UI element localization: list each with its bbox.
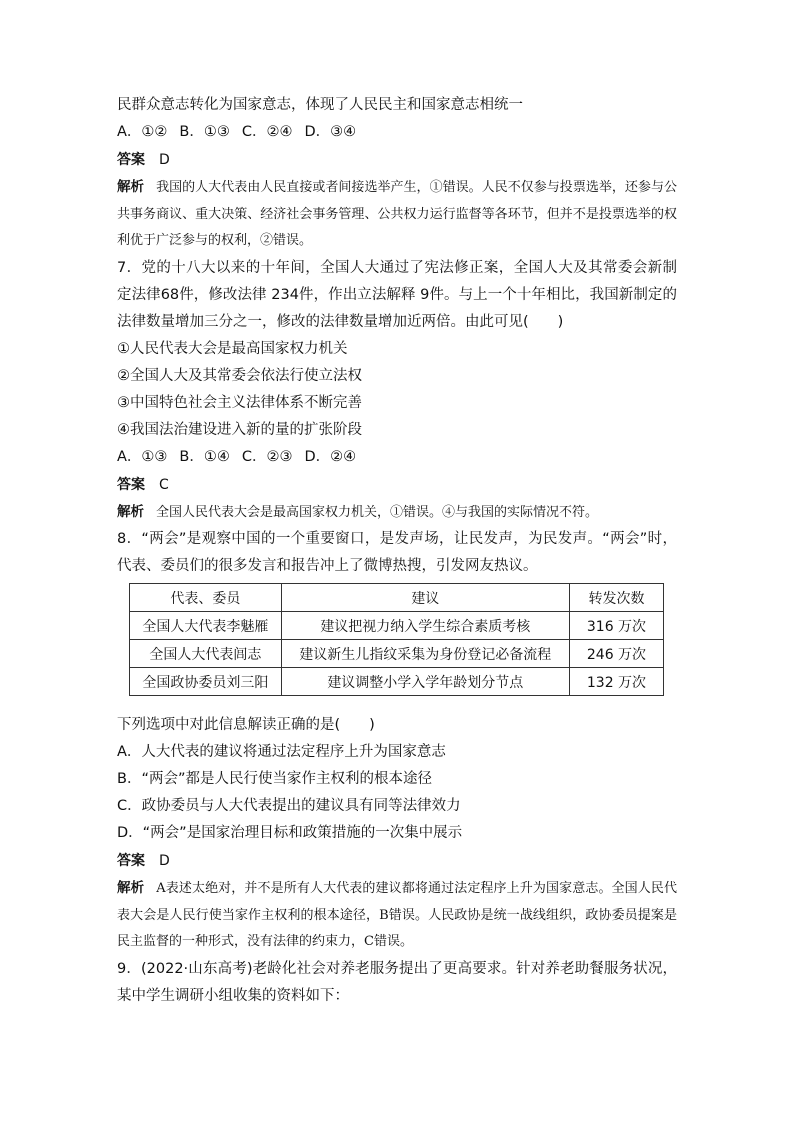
table-cell: 316 万次 bbox=[569, 612, 663, 640]
q7-option-a: A．①③ bbox=[117, 448, 168, 465]
q6-stem-tail: 民群众意志转化为国家意志，体现了人民民主和国家意志相统一 bbox=[117, 97, 523, 113]
table-cell: 132 万次 bbox=[569, 668, 663, 696]
q8-answer bbox=[117, 847, 677, 875]
answer-label: 答案 bbox=[117, 476, 145, 493]
spacer bbox=[117, 696, 677, 712]
q8-option-b: B．“两会”都是人民行使当家作主权利的根本途径 bbox=[117, 771, 432, 787]
q7-statement-1: ①人民代表大会是最高国家权力机关 bbox=[117, 340, 348, 357]
analysis-label: 解析 bbox=[117, 880, 145, 896]
q8-table bbox=[129, 583, 664, 696]
table-header: 建议 bbox=[281, 584, 569, 612]
q8-option-a: A．人大代表的建议将通过法定程序上升为国家意志 bbox=[117, 744, 446, 760]
q8-option-d: D．“两会”是国家治理目标和政策措施的一次集中展示 bbox=[117, 825, 463, 841]
analysis-label: 解析 bbox=[117, 179, 145, 195]
table-cell: 全国人大代表闾志 bbox=[130, 640, 282, 668]
q8-analysis-text: A表述太绝对，并不是所有人大代表的建议都将通过法定程序上升为国家意志。全国人民代表大会是人民行使当家作主权利的根本途径，B错误。人民政协是统一战线组织，政协委员提案是民主监督的一种形式，没有法律的约束力，C错误。 bbox=[117, 881, 678, 949]
table-cell: 建议把视力纳入学生综合素质考核 bbox=[281, 612, 569, 640]
document-page bbox=[117, 92, 677, 1010]
table-header: 代表、委员 bbox=[130, 584, 282, 612]
q8-stem: 8．“两会”是观察中国的一个重要窗口，是发声场，让民发声，为民发声。“两会”时，代表、委员们的很多发言和报告冲上了微博热搜，引发网友热议。 bbox=[117, 531, 677, 574]
q7-answer bbox=[117, 471, 677, 499]
table-row bbox=[130, 668, 664, 696]
q6-option-b: B．①③ bbox=[179, 124, 230, 140]
q8-analysis bbox=[117, 875, 677, 956]
q8-answer-value: D bbox=[159, 853, 170, 869]
table-cell: 全国政协委员刘三阳 bbox=[130, 668, 282, 696]
q9-stem: 9．(2022·山东高考)老龄化社会对养老服务提出了更高要求。针对养老助餐服务状况，某中学生调研小组收集的资料如下： bbox=[117, 960, 677, 1004]
q6-option-a: A．①② bbox=[117, 124, 168, 140]
q6-answer-value: D bbox=[159, 152, 170, 168]
table-header-row bbox=[130, 584, 664, 612]
q7-option-b: B．①④ bbox=[179, 448, 230, 465]
q8-question: 下列选项中对此信息解读正确的是( ) bbox=[117, 717, 375, 733]
q7-statement-4: ④我国法治建设进入新的量的扩张阶段 bbox=[117, 421, 362, 438]
q7-option-d: D．②④ bbox=[304, 448, 357, 465]
q8-option-c: C．政协委员与人大代表提出的建议具有同等法律效力 bbox=[117, 798, 461, 814]
table-header: 转发次数 bbox=[569, 584, 663, 612]
table-cell: 246 万次 bbox=[569, 640, 663, 668]
q7-option-c: C．②③ bbox=[241, 448, 293, 465]
q7-answer-value: C bbox=[159, 476, 169, 493]
q7-statement-3: ③中国特色社会主义法律体系不断完善 bbox=[117, 394, 362, 411]
analysis-label: 解析 bbox=[117, 503, 144, 520]
q7-statement-2: ②全国人大及其常委会依法行使立法权 bbox=[117, 367, 362, 384]
answer-label: 答案 bbox=[117, 853, 145, 869]
q7-analysis bbox=[117, 499, 677, 527]
table-row bbox=[130, 612, 664, 640]
answer-label: 答案 bbox=[117, 152, 145, 168]
q7-options bbox=[117, 444, 677, 471]
table-cell: 全国人大代表李魅雁 bbox=[130, 612, 282, 640]
q6-analysis bbox=[117, 174, 677, 255]
q7-analysis-text: 全国人民代表大会是最高国家权力机关，①错误。④与我国的实际情况不符。 bbox=[156, 504, 599, 520]
q6-option-c: C．②④ bbox=[241, 124, 293, 140]
table-cell: 建议调整小学入学年龄划分节点 bbox=[281, 668, 569, 696]
table-cell: 建议新生儿指纹采集为身份登记必备流程 bbox=[281, 640, 569, 668]
table-row bbox=[130, 640, 664, 668]
q6-option-d: D．③④ bbox=[304, 124, 357, 140]
q6-options bbox=[117, 119, 677, 146]
q7-stem: 7．党的十八大以来的十年间，全国人大通过了宪法修正案，全国人大及其常委会新制定法律68件，修改法律 234件，作出立法解释 9件。与上一个十年相比，我国新制定的法律数量增加三分之一，修改的法律数量增加近两倍。由此可见( ) bbox=[117, 259, 677, 330]
q6-analysis-text: 我国的人大代表由人民直接或者间接选举产生，①错误。人民不仅参与投票选举，还参与公共事务商议、重大决策、经济社会事务管理、公共权力运行监督等各环节，但并不是投票选举的权利优于广泛参与的权利，②错误。 bbox=[117, 180, 677, 248]
q6-answer bbox=[117, 146, 677, 174]
